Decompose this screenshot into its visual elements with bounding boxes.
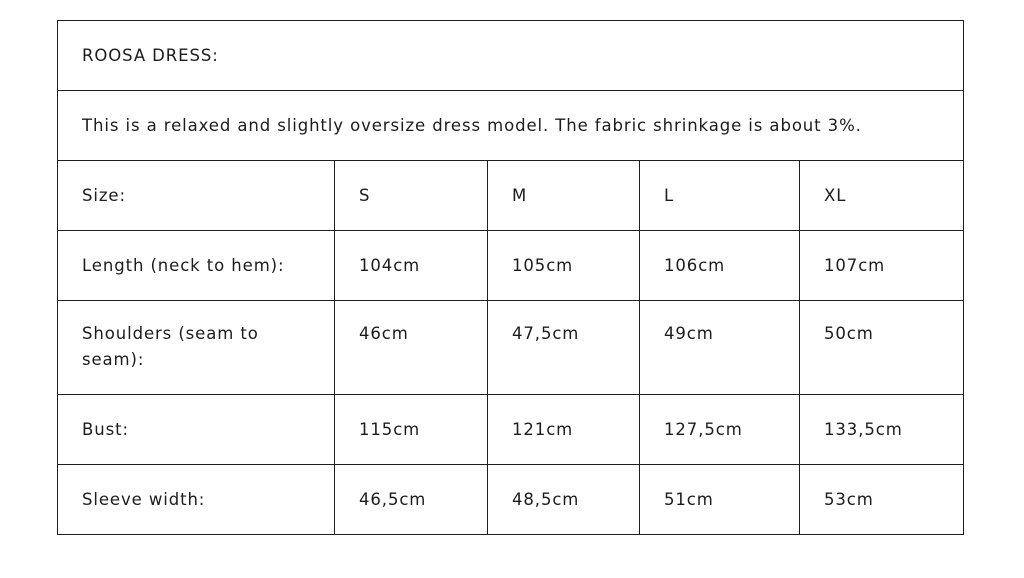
row-label: Bust:	[58, 395, 335, 465]
product-description: This is a relaxed and slightly oversize dress model. The fabric shrinkage is about 3%.	[58, 91, 964, 161]
table-cell: 46cm	[335, 301, 488, 395]
table-row-length	[58, 231, 964, 301]
table-cell: 47,5cm	[488, 301, 640, 395]
table-cell: 105cm	[488, 231, 640, 301]
title-row	[58, 21, 964, 91]
size-header-l: L	[640, 161, 800, 231]
table-cell: 49cm	[640, 301, 800, 395]
size-header-label: Size:	[58, 161, 335, 231]
description-row	[58, 91, 964, 161]
row-label: Sleeve width:	[58, 465, 335, 535]
table-cell: 127,5cm	[640, 395, 800, 465]
size-header-row	[58, 161, 964, 231]
table-cell: 51cm	[640, 465, 800, 535]
size-header-m: M	[488, 161, 640, 231]
table-cell: 133,5cm	[800, 395, 964, 465]
size-header-s: S	[335, 161, 488, 231]
table-cell: 104cm	[335, 231, 488, 301]
table-cell: 48,5cm	[488, 465, 640, 535]
table-cell: 106cm	[640, 231, 800, 301]
table-cell: 115cm	[335, 395, 488, 465]
table-cell: 46,5cm	[335, 465, 488, 535]
table-row-sleeve	[58, 465, 964, 535]
table-row-bust	[58, 395, 964, 465]
table-row-shoulders	[58, 301, 964, 395]
table-cell: 107cm	[800, 231, 964, 301]
row-label: Length (neck to hem):	[58, 231, 335, 301]
table-cell: 53cm	[800, 465, 964, 535]
size-header-xl: XL	[800, 161, 964, 231]
size-chart-table	[57, 20, 964, 535]
table-cell: 121cm	[488, 395, 640, 465]
row-label: Shoulders (seam to seam):	[58, 301, 335, 395]
product-title: ROOSA DRESS:	[58, 21, 964, 91]
table-cell: 50cm	[800, 301, 964, 395]
